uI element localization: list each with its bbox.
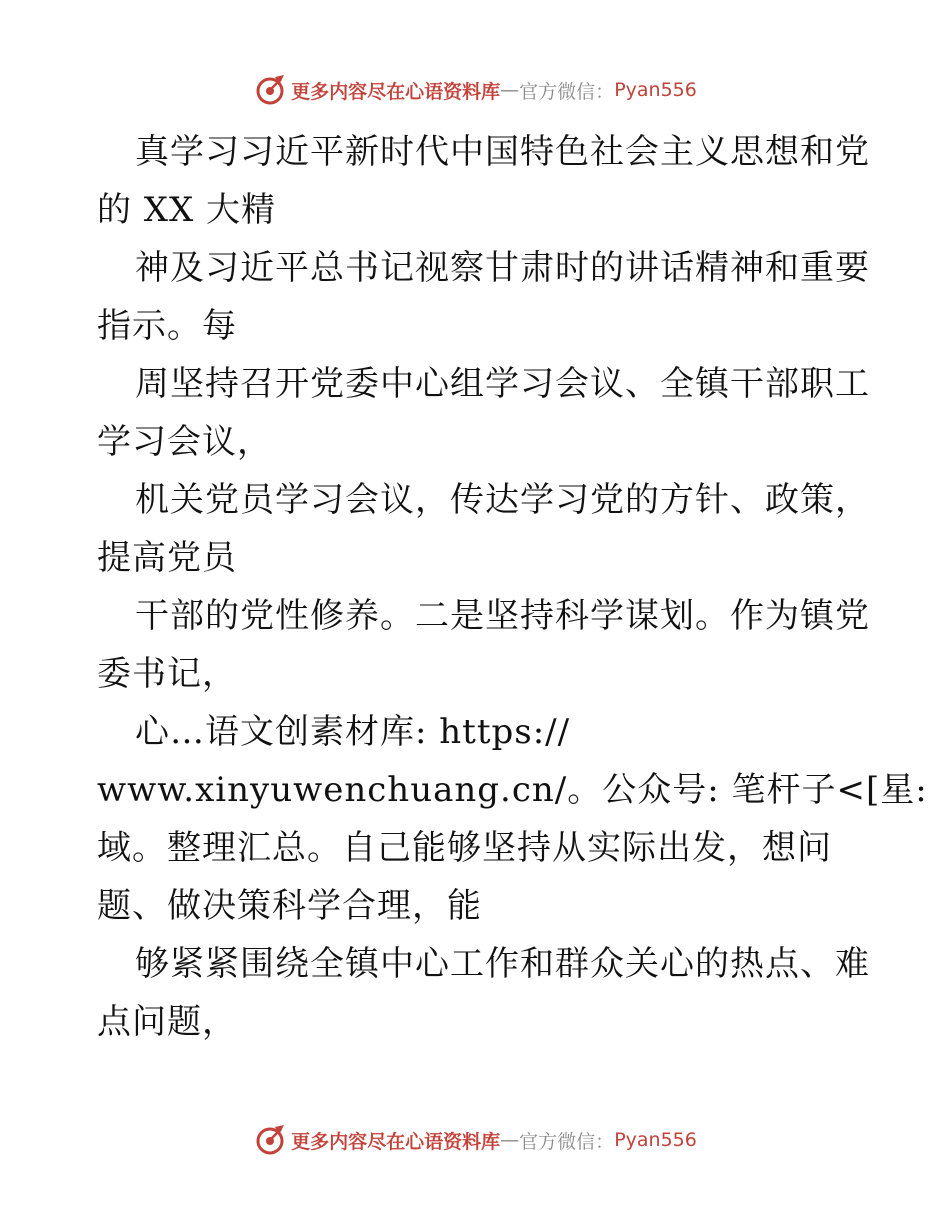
text-line: 够紧紧围绕全镇中心工作和群众关心的热点、难: [135, 944, 870, 984]
text-line: 点问题，: [97, 1002, 237, 1042]
text-line: 机关党员学习会议，传达学习党的方针、政策，: [135, 480, 870, 520]
banner-brand: 更多内容尽在心语资料库: [291, 1130, 501, 1153]
quill-logo-icon: [253, 73, 287, 107]
banner-wechat-id: Pyan556: [614, 1129, 697, 1151]
text-line: 学习会议，: [97, 422, 272, 462]
text-line: 提高党员: [97, 538, 237, 578]
quill-logo-icon: [253, 1123, 287, 1157]
banner-wechat-id: Pyan556: [614, 79, 697, 101]
header-banner: [0, 70, 950, 110]
document-body: [97, 123, 928, 1051]
banner-wechat-label: 官方微信：: [519, 80, 615, 103]
text-line: 心…语文创素材库: https://: [135, 712, 571, 752]
text-line: 周坚持召开党委中心组学习会议、全镇干部职工: [135, 364, 870, 404]
banner-brand: 更多内容尽在心语资料库: [291, 80, 501, 103]
banner-wechat-label: 官方微信：: [519, 1130, 615, 1153]
text-line: 的 XX 大精: [97, 190, 277, 230]
text-line: 域。整理汇总。自己能够坚持从实际出发，想问: [97, 828, 832, 868]
text-line: 干部的党性修养。二是坚持科学谋划。作为镇党: [135, 596, 870, 636]
text-line: 神及习近平总书记视察甘肃时的讲话精神和重要: [135, 248, 870, 288]
banner-dash: —: [500, 1129, 520, 1151]
text-line: 真学习习近平新时代中国特色社会主义思想和党: [135, 132, 870, 172]
text-line: 题、做决策科学合理，能: [97, 886, 482, 926]
text-line: www.xinyuwenchuang.cn/。公众号: 笔杆子<[星:: [97, 770, 928, 810]
banner-dash: —: [500, 79, 520, 101]
text-line: 指示。每: [97, 306, 237, 346]
footer-banner: [0, 1120, 950, 1160]
text-line: 委书记，: [97, 654, 237, 694]
